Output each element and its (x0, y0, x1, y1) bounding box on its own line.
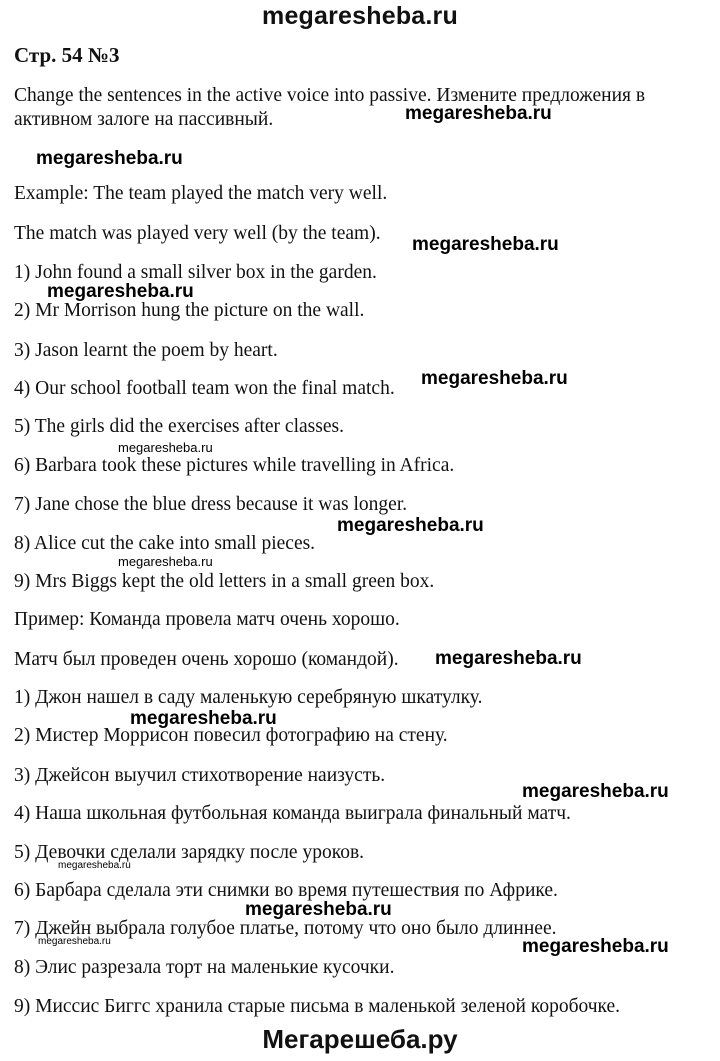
watermark: megaresheba.ru (36, 148, 183, 169)
task-instruction-line-2: активном залоге на пассивный. (14, 109, 274, 130)
russian-item-1: 1) Джон нашел в саду маленькую серебряную шкатулку. (14, 687, 483, 708)
russian-example-answer: Матч был проведен очень хорошо (командой). (14, 649, 399, 670)
watermark: megaresheba.ru (412, 234, 559, 255)
watermark: megaresheba.ru (118, 554, 213, 569)
site-header: megaresheba.ru (262, 2, 458, 30)
english-item-6: 6) Barbara took these pictures while travelling in Africa. (14, 455, 455, 476)
page-title: Стр. 54 №3 (14, 43, 120, 67)
english-item-5: 5) The girls did the exercises after classes. (14, 416, 344, 437)
watermark: megaresheba.ru (130, 708, 277, 729)
english-example-answer: The match was played very well (by the team). (14, 223, 381, 244)
watermark: megaresheba.ru (118, 440, 213, 455)
site-footer: Мегарешеба.ру (262, 1024, 458, 1054)
russian-item-8: 8) Элис разрезала торт на маленькие кусочки. (14, 957, 395, 978)
english-item-3: 3) Jason learnt the poem by heart. (14, 340, 278, 361)
watermark: megaresheba.ru (47, 281, 194, 302)
russian-item-4: 4) Наша школьная футбольная команда выиграла финальный матч. (14, 803, 571, 824)
watermark: megaresheba.ru (522, 936, 669, 957)
watermark: megaresheba.ru (245, 899, 392, 920)
russian-item-5: 5) Девочки сделали зарядку после уроков. (14, 842, 365, 863)
russian-item-7: 7) Джейн выбрала голубое платье, потому что оно было длиннее. (14, 918, 557, 939)
english-item-9: 9) Mrs Biggs kept the old letters in a small green box. (14, 571, 435, 592)
russian-item-9: 9) Миссис Биггс хранила старые письма в маленькой зеленой коробочке. (14, 996, 621, 1017)
watermark: megaresheba.ru (405, 103, 552, 124)
english-item-2: 2) Mr Morrison hung the picture on the wall. (14, 300, 365, 321)
russian-example: Пример: Команда провела матч очень хорошо. (14, 609, 400, 630)
english-item-7: 7) Jane chose the blue dress because it was longer. (14, 494, 408, 515)
watermark: megaresheba.ru (38, 936, 111, 947)
english-item-8: 8) Alice cut the cake into small pieces. (14, 533, 316, 554)
watermark: megaresheba.ru (421, 368, 568, 389)
watermark: megaresheba.ru (435, 648, 582, 669)
watermark: megaresheba.ru (58, 860, 131, 871)
task-instruction-line-1: Change the sentences in the active voice into passive. Измените предложения в (14, 85, 646, 106)
russian-item-6: 6) Барбара сделала эти снимки во время путешествия по Африке. (14, 880, 558, 901)
watermark: megaresheba.ru (337, 515, 484, 536)
english-item-4: 4) Our school football team won the final match. (14, 378, 395, 399)
watermark: megaresheba.ru (522, 781, 669, 802)
russian-item-3: 3) Джейсон выучил стихотворение наизусть. (14, 765, 386, 786)
english-item-1: 1) John found a small silver box in the garden. (14, 262, 377, 283)
english-example: Example: The team played the match very well. (14, 183, 388, 204)
russian-item-2: 2) Мистер Моррисон повесил фотографию на стену. (14, 725, 448, 746)
